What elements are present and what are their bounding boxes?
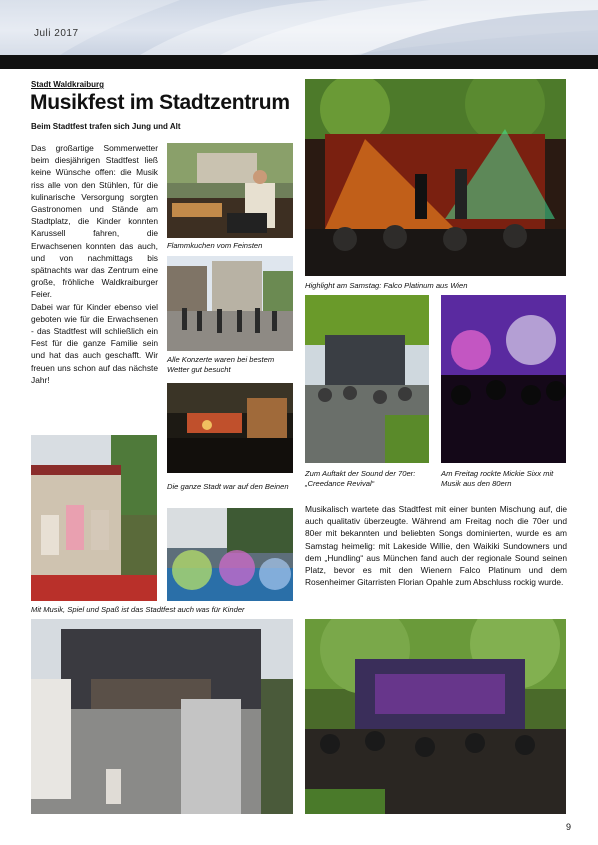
page-header <box>0 0 598 55</box>
caption-flammkuchen: Flammkuchen vom Feinsten <box>167 241 263 250</box>
photo-evening-stage <box>305 619 566 814</box>
article-body-intro: Das großartige Sommerwetter beim diesjährigen Stadtfest ließ keine Wünsche offen: die Musik riss alle von den Stühlen, für die kulinarische Versorgung sorgten Gastronomen und Stände am Stadtplatz, die Kinder konnten Karussell fahren, die Erwachsenen konnten das auch, und von nachmittags bis spätnachts war das Zentrum eine große, fröhliche Waldkraiburger Feier. Dabei war für Kinder ebenso viel geboten wie für die Erwachsenen - das Stadtfest will schließlich ein Fest für die ganze Familie sein und hat das auch geschafft. Wir freuen uns schon auf das nächste Jahr! <box>31 143 158 385</box>
article-title: Musikfest im Stadtzentrum <box>30 91 290 114</box>
issue-date: Juli 2017 <box>34 28 79 39</box>
caption-kinder: Mit Musik, Spiel und Spaß ist das Stadtfest auch was für Kinder <box>31 605 245 614</box>
header-wave-decoration <box>0 0 598 55</box>
caption-highlight: Highlight am Samstag: Falco Platinum aus Wien <box>305 281 468 290</box>
photo-daytime-stage <box>31 619 293 814</box>
article-body-music: Musikalisch wartete das Stadtfest mit einer bunten Mischung auf, die auch qualitativ überzeugte. Während am Freitag noch die 70er und 80er mit bekannten und beliebten Songs dominierten, wurde es am Samstag heimelig: mit Lakeside Willie, den Waikiki Sundowners und dem „Hundling“ aus München fand auch der regionale Sound seinen Platz, bevor es mit den Wienern Falco Platinum und dem Rosenheimer Gitarristen Florian Opahle zum Abschluss rockig wurde. <box>305 504 567 588</box>
article-kicker: Stadt Waldkraiburg <box>31 80 105 89</box>
header-bar <box>0 55 598 69</box>
photo-street-crowd <box>167 256 293 351</box>
caption-konzerte: Alle Konzerte waren bei bestem Wetter gut besucht <box>167 355 275 374</box>
caption-freitag: Am Freitag rockte Mickie Sixx mit Musik aus den 80ern <box>441 469 554 488</box>
article-subtitle: Beim Stadtfest trafen sich Jung und Alt <box>31 122 181 131</box>
photo-mickie-sixx <box>441 295 566 463</box>
page-number: 9 <box>566 822 572 832</box>
photo-water-balls <box>167 508 293 601</box>
photo-carousel <box>31 435 157 601</box>
photo-creedance-revival <box>305 295 429 463</box>
photo-night-square <box>167 383 293 473</box>
caption-auftakt: Zum Auftakt der Sound der 70er: „Creedance Revival“ <box>305 469 416 488</box>
caption-stadt: Die ganze Stadt war auf den Beinen <box>167 482 289 491</box>
photo-falco-platinum <box>305 79 566 276</box>
photo-flammkuchen <box>167 143 293 238</box>
